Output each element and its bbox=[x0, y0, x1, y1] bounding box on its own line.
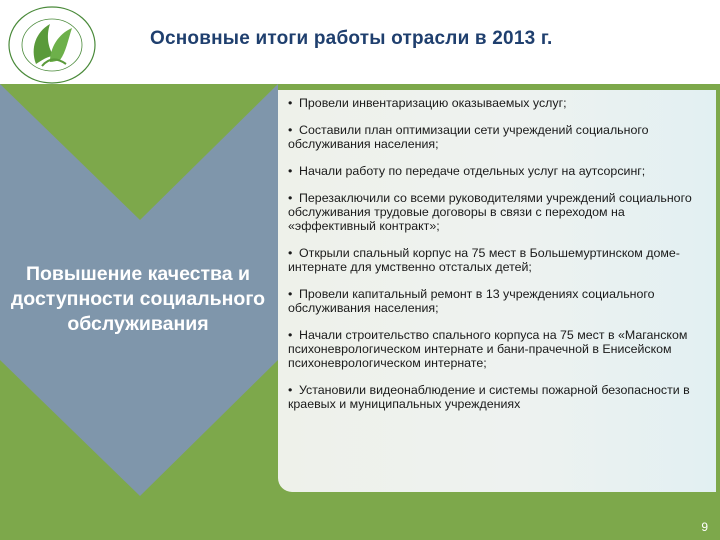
page-number: 9 bbox=[701, 520, 708, 534]
bullet-item bbox=[288, 123, 710, 151]
bullet-text: Начали строительство спального корпуса на 75 мест в «Маганском психоневрологическом интернате и бани-прачечной в Енисейском психоневрологическом интернате; bbox=[288, 328, 688, 370]
bullet-marker: • bbox=[288, 287, 293, 301]
bullet-text: Перезаключили со всеми руководителями учреждений социального обслуживания трудовые договоры в связи с переходом на «эффективный контракт»; bbox=[288, 191, 692, 233]
bullet-item bbox=[288, 328, 710, 370]
bullet-text: Начали работу по передаче отдельных услуг на аутсорсинг; bbox=[299, 164, 646, 178]
bullet-list bbox=[288, 96, 710, 424]
bullet-text: Провели капитальный ремонт в 13 учреждениях социального обслуживания населения; bbox=[288, 287, 655, 315]
bullet-marker: • bbox=[288, 246, 293, 260]
bullet-text: Открыли спальный корпус на 75 мест в Большемуртинском доме-интернате для умственно отсталых детей; bbox=[288, 246, 680, 274]
bullet-marker: • bbox=[288, 328, 293, 342]
bullet-item bbox=[288, 287, 710, 315]
section-label: Повышение качества и доступности социального обслуживания bbox=[10, 263, 266, 335]
bullet-item bbox=[288, 96, 710, 110]
bullet-marker: • bbox=[288, 383, 293, 397]
bullet-marker: • bbox=[288, 123, 293, 137]
bullet-text: Составили план оптимизации сети учреждений социального обслуживания населения; bbox=[288, 123, 649, 151]
bullet-text: Провели инвентаризацию оказываемых услуг; bbox=[299, 96, 567, 110]
bullet-item bbox=[288, 164, 710, 178]
bullet-item bbox=[288, 383, 710, 411]
bullet-item bbox=[288, 191, 710, 233]
bullet-text: Установили видеонаблюдение и системы пожарной безопасности в краевых и муниципальных учреждениях bbox=[288, 383, 690, 411]
page-title: Основные итоги работы отрасли в 2013 г. bbox=[150, 28, 553, 49]
header bbox=[0, 0, 720, 84]
bullet-marker: • bbox=[288, 191, 293, 205]
ministry-emblem-icon bbox=[6, 4, 98, 86]
bullet-marker: • bbox=[288, 96, 293, 110]
bullet-item bbox=[288, 246, 710, 274]
bullet-marker: • bbox=[288, 164, 293, 178]
